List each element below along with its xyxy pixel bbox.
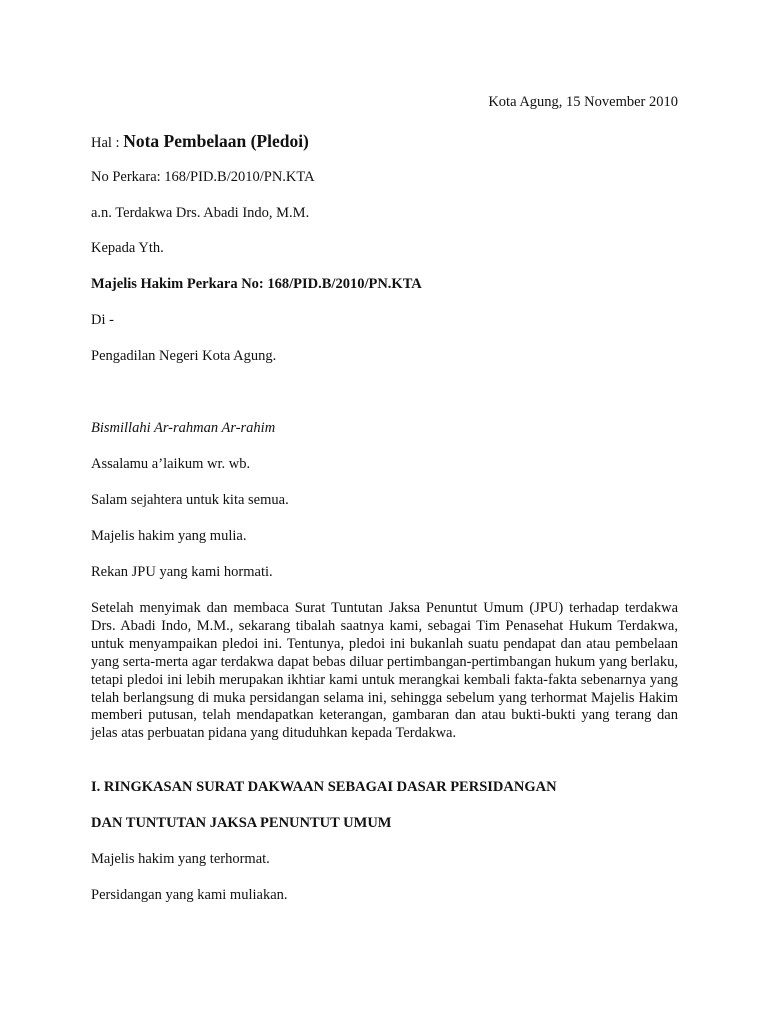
section-heading-2: DAN TUNTUTAN JAKSA PENUNTUT UMUM	[91, 815, 392, 831]
section-heading-1: I. RINGKASAN SURAT DAKWAAN SEBAGAI DASAR PERSIDANGAN	[91, 779, 557, 795]
greeting-prosecutor: Rekan JPU yang kami hormati.	[91, 564, 273, 580]
subject-title: Nota Pembelaan (Pledoi)	[123, 131, 309, 151]
date-line: Kota Agung, 15 November 2010	[488, 94, 678, 110]
subject-line	[91, 130, 309, 154]
court-name: Pengadilan Negeri Kota Agung.	[91, 348, 277, 364]
body-paragraph: Setelah menyimak dan membaca Surat Tuntutan Jaksa Penuntut Umum (JPU) terhadap terdakwa Drs. Abadi Indo, M.M., sekarang tibalah saatnya kami, sebagai Tim Penasehat Hukum Terdakwa, untuk menyampaikan pledoi ini. Tentunya, pledoi ini bukanlah suatu pendapat dan atau pembelaan yang serta-merta agar terdakwa dapat bebas diluar pertimbangan-pertimbangan hukum yang berlaku, tetapi pledoi ini lebih merupakan ikhtiar kami untuk merangkai kembali fakta-fakta sebenarnya yang telah berlangsung di muka persidangan selama ini, sehingga sebelum yang terhormat Majelis Hakim memberi putusan, telah mendapatkan keterangan, gambaran dan atau bukti-bukti yang terang dan jelas atas perbuatan pidana yang dituduhkan kepada Terdakwa.	[91, 600, 678, 742]
recipient-line: Kepada Yth.	[91, 240, 164, 256]
closing-court: Persidangan yang kami muliakan.	[91, 887, 288, 903]
greeting-wishes: Salam sejahtera untuk kita semua.	[91, 492, 289, 508]
greeting-judges: Majelis hakim yang mulia.	[91, 528, 247, 544]
subject-label: Hal :	[91, 135, 120, 151]
judges-line: Majelis Hakim Perkara No: 168/PID.B/2010/PN.KTA	[91, 276, 422, 292]
greeting-salam: Assalamu a’laikum wr. wb.	[91, 456, 251, 472]
case-number: No Perkara: 168/PID.B/2010/PN.KTA	[91, 169, 315, 185]
closing-judges: Majelis hakim yang terhormat.	[91, 851, 270, 867]
bismillah-line: Bismillahi Ar-rahman Ar-rahim	[91, 420, 276, 436]
location-prefix: Di -	[91, 312, 114, 328]
defendant-line: a.n. Terdakwa Drs. Abadi Indo, M.M.	[91, 205, 310, 221]
